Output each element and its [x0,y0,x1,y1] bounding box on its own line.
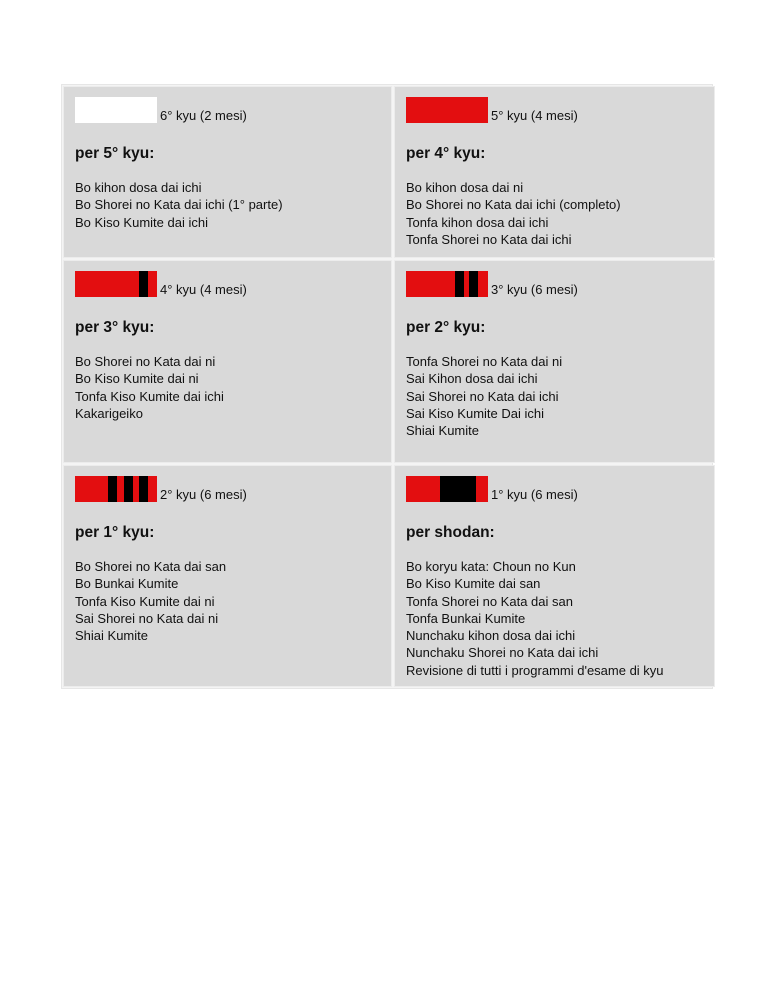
belt-black-stripe [440,476,476,502]
exam-requirements-list [75,558,226,644]
belt-black-stripe [124,476,133,502]
requirement-item: Sai Shorei no Kata dai ni [75,610,219,626]
kyu-card [63,260,392,463]
requirement-item: Kakarigeiko [75,405,143,421]
belt-caption: 5° kyu (4 mesi) [491,108,578,123]
exam-title: per 2° kyu: [406,319,486,336]
belt-caption: 3° kyu (6 mesi) [491,282,578,297]
belt-caption: 4° kyu (4 mesi) [160,282,247,297]
belt-black-stripe [139,476,148,502]
red-belt-black-band [406,476,488,502]
requirement-item: Bo Kiso Kumite dai ichi [75,214,208,230]
kyu-card [394,465,715,687]
belt-black-stripe [139,271,148,297]
exam-title: per 5° kyu: [75,145,155,162]
red-belt [406,97,488,123]
requirement-item: Bo Bunkai Kumite [75,576,179,592]
requirement-item: Shiai Kumite [75,628,148,644]
belt-black-stripe [455,271,464,297]
exam-requirements-list [75,353,224,422]
kyu-card [63,465,392,687]
belt-caption: 1° kyu (6 mesi) [491,487,578,502]
requirement-item: Tonfa Shorei no Kata dai ichi [406,231,572,247]
red-belt-two-stripes [406,271,488,297]
requirement-item: Tonfa kihon dosa dai ichi [406,214,549,230]
requirement-item: Sai Shorei no Kata dai ichi [406,388,559,404]
exam-title: per 3° kyu: [75,319,155,336]
exam-requirements-list [75,179,283,231]
belt-row [75,271,247,297]
exam-requirements-list [406,353,562,439]
requirement-item: Bo koryu kata: Choun no Kun [406,559,576,574]
requirement-item: Tonfa Shorei no Kata dai ni [406,354,563,369]
belt-row [75,97,247,123]
exam-requirements-list [406,558,664,679]
requirement-item: Shiai Kumite [406,423,479,439]
belt-row [406,476,578,502]
belt-row [406,97,578,123]
belt-black-stripe [108,476,117,502]
requirement-item: Bo kihon dosa dai ichi [75,180,202,195]
exam-title: per shodan: [406,524,495,541]
requirement-item: Nunchaku kihon dosa dai ichi [406,628,576,644]
exam-requirements-list [406,179,621,248]
belt-caption: 6° kyu (2 mesi) [160,108,247,123]
requirement-item: Bo Shorei no Kata dai ichi (1° parte) [75,197,283,213]
requirement-item: Sai Kiso Kumite Dai ichi [406,405,544,421]
belt-caption: 2° kyu (6 mesi) [160,487,247,502]
requirement-item: Tonfa Bunkai Kumite [406,610,526,626]
exam-title: per 4° kyu: [406,145,486,162]
requirement-item: Sai Kihon dosa dai ichi [406,371,538,387]
requirement-item: Tonfa Shorei no Kata dai san [406,593,573,609]
exam-title: per 1° kyu: [75,524,155,541]
red-belt-three-stripes [75,476,157,502]
requirement-item: Bo Kiso Kumite dai san [406,576,541,592]
requirement-item: Bo Shorei no Kata dai ichi (completo) [406,197,621,213]
kyu-program-table [61,84,713,689]
belt-row [75,476,247,502]
requirement-item: Revisione di tutti i programmi d'esame di kyu [406,662,664,678]
belt-row [406,271,578,297]
kyu-card [394,86,715,258]
white-belt [75,97,157,123]
belt-black-stripe [469,271,478,297]
kyu-card [63,86,392,258]
requirement-item: Tonfa Kiso Kumite dai ichi [75,388,224,404]
requirement-item: Bo kihon dosa dai ni [406,180,524,195]
requirement-item: Bo Shorei no Kata dai san [75,559,227,574]
requirement-item: Tonfa Kiso Kumite dai ni [75,593,215,609]
kyu-card [394,260,715,463]
red-belt-one-stripe [75,271,157,297]
requirement-item: Bo Shorei no Kata dai ni [75,354,216,369]
requirement-item: Bo Kiso Kumite dai ni [75,371,199,387]
requirement-item: Nunchaku Shorei no Kata dai ichi [406,645,599,661]
